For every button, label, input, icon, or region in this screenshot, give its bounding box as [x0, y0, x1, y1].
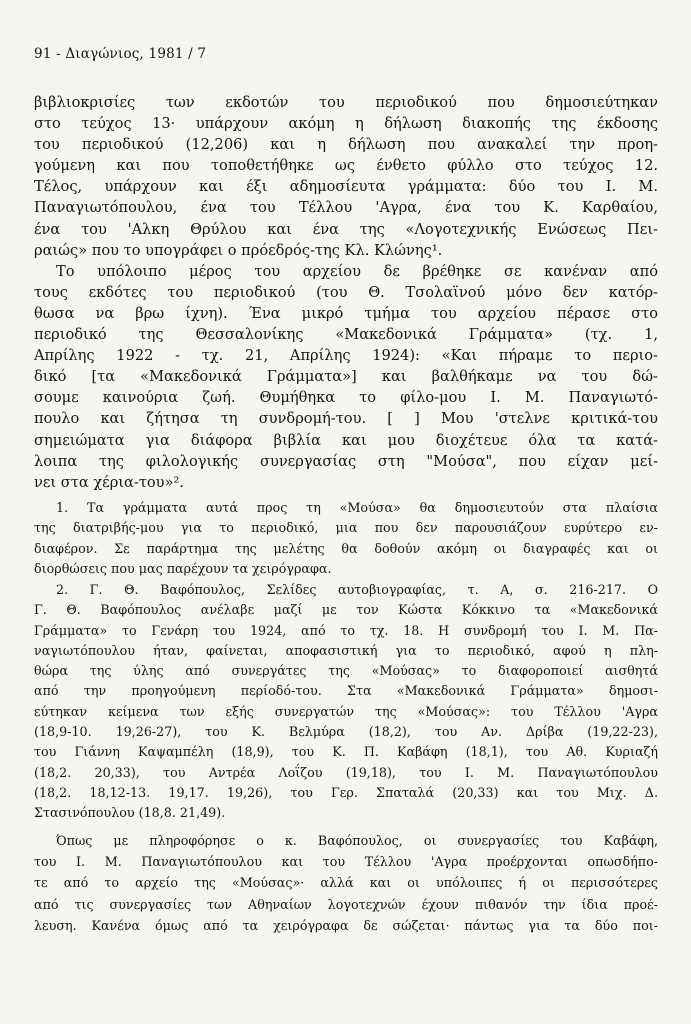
footnote-continuation	[34, 830, 658, 936]
footnote-line: 2. Γ. Θ. Βαφόπουλος, Σελίδες αυτοβιογραφίας, τ. Α, σ. 216-217. Ο	[56, 582, 658, 597]
footnote-line: τε από το αρχείο της «Μούσας»· αλλά και οι υπόλοιπες ή οι περισσότερες	[34, 875, 658, 891]
footnote-line: Γράμματα» το Γενάρη του 1924, από το τχ. 18. Η συνδρομή του Ι. Μ. Πα-	[34, 622, 658, 638]
text-line: ραιώς» που το υπογράφει ο πρόεδρός-της Κλ. Κλώνης¹.	[34, 241, 443, 259]
paragraph-2	[34, 261, 658, 493]
footnote-line: εύτηκαν κείμενα των εξής συνεργατών της «Μούσας»: του Τέλλου 'Αγρα	[34, 703, 658, 719]
text-line: σημειώματα για διάφορα βιβλία και μου διοχέτευε όλα τα κατά-	[34, 431, 658, 449]
footnote-line: Όπως με πληροφόρησε ο κ. Βαφόπουλος, οι συνεργασίες του Καβάφη,	[56, 833, 658, 848]
footnote-line: 1. Τα γράμματα αυτά προς τη «Μούσα» θα δημοσιευτούν στα πλαίσια	[56, 500, 658, 515]
footnote-line: από τις συνεργασίες των Αθηναίων λογοτεχνών έχουν πιθανόν την ίδια προέ-	[34, 896, 658, 912]
text-line: γούμενη και που τοποθετήθηκε ως ένθετο φύλλο στο τεύχος 12.	[34, 157, 658, 175]
footnote-line: (18,2. 18,12-13. 19,17. 19,26), του Γερ. Σπαταλά (20,33) και του Μιχ. Δ.	[34, 784, 658, 800]
footnote-line: (18,2. 20,33), του Αντρέα Λοΐζου (19,18), του Ι. Μ. Παναγιωτόπουλου	[34, 764, 658, 780]
text-line: βιβλιοκρισίες των εκδοτών του περιοδικού που δημοσιεύτηκαν	[34, 94, 658, 111]
text-line: στο τεύχος 13· υπάρχουν ακόμη η δήλωση διακοπής της έκδοσης	[34, 115, 658, 133]
footnote-line: της διατριβής-μου για το περιοδικό, μια που δεν παρουσιάζουν ευρύτερο εν-	[34, 520, 658, 536]
footnote-line: ναγιωτόπουλου ήταν, φαίνεται, αποφασιστική για το περιοδικό, αφού η πλη-	[34, 642, 658, 658]
footnote-line: του Ι. Μ. Παναγιωτόπουλου και του Τέλλου 'Αγρα προέρχονται οπωσδήπο-	[34, 854, 658, 870]
text-line: σουμε καινούρια ζωή. Θυμήθηκα το φίλο-μου Ι. Μ. Παναγιωτό-	[34, 389, 658, 407]
main-text	[34, 92, 658, 493]
text-line: του περιοδικού (12,206) και η δήλωση που ανακαλεί την προη-	[34, 136, 658, 154]
footnote-line: λευση. Κανένα όμως από τα χειρόγραφα δε σώζεται· πάντως για τα δύο ποι-	[34, 917, 658, 933]
footnote-line: Γ. Θ. Βαφόπουλος ανέλαβε μαζί με τον Κώστα Κόκκινο τα «Μακεδονικά	[34, 602, 658, 618]
text-line: δικό [τα «Μακεδονικά Γράμματα»] και βαλθήκαμε να του δώ-	[34, 368, 658, 386]
text-line: Απρίλης 1922 - τχ. 21, Απρίλης 1924): «Και πήραμε το περιο-	[34, 347, 658, 365]
text-line: πουλο και ζήτησα τη συνδρομή-του. [ ] Μου 'στελνε κριτικά-του	[34, 410, 658, 428]
footnote-line: (18,9-10. 19,26-27), του Κ. Βελμύρα (18,2), του Αν. Δρίβα (19,22-23),	[34, 724, 658, 740]
text-line: τους εκδότες του περιοδικού (του Θ. Τσολαϊνού μόνο δεν κατόρ-	[34, 283, 658, 301]
footnote-line: του Γιάννη Καψαμπέλη (18,9), του Κ. Π. Καβάφη (18,1), του Αθ. Κυριαζή	[34, 744, 658, 760]
paragraph-1	[34, 92, 658, 261]
footnote-line: διορθώσεις που μας παρέχουν τα χειρόγραφα.	[34, 560, 332, 576]
footnote-1	[34, 498, 658, 579]
footnote-line: θώρα της ύλης από συνεργάτες της «Μούσας» το διαφοροποιεί αισθητά	[34, 663, 658, 679]
footnote-line: Στασινόπουλου (18,8. 21,49).	[34, 805, 226, 821]
text-line: Τέλος, υπάρχουν και έξι αδημοσίευτα γράμματα: δύο του Ι. Μ.	[34, 178, 658, 196]
text-line: λοιπα της φιλολογικής συνεργασίας στη "Μούσα", που είχαν μεί-	[34, 452, 658, 470]
footnote-line: διαφέρον. Σε παράρτημα της μελέτης θα δοθούν ακόμη οι διαγραφές και οι	[34, 540, 658, 556]
text-line: νει στα χέρια-του»².	[34, 473, 184, 491]
text-line: περιοδικό της Θεσσαλονίκης «Μακεδονικά Γράμματα» (τχ. 1,	[34, 326, 658, 344]
footnote-2	[34, 580, 658, 824]
running-header: 91 - Διαγώνιος, 1981 / 7	[34, 46, 207, 62]
text-line: Παναγιωτόπουλου, ένα του Τέλλου 'Αγρα, ένα του Κ. Καρθαίου,	[34, 199, 658, 217]
footnote-line: από την προηγούμενη περίοδό-του. Στα «Μακεδονικά Γράμματα» δημοσι-	[34, 683, 658, 699]
text-line: Το υπόλοιπο μέρος του αρχείου δε βρέθηκε σε κανέναν από	[56, 262, 658, 280]
text-line: ένα του 'Αλκη Θρύλου και ένα της «Λογοτεχνικής Ενώσεως Πει-	[34, 220, 658, 238]
text-line: θωσα να βρω ίχνη). Ένα μικρό τμήμα του αρχείου πέρασε στο	[34, 304, 658, 322]
